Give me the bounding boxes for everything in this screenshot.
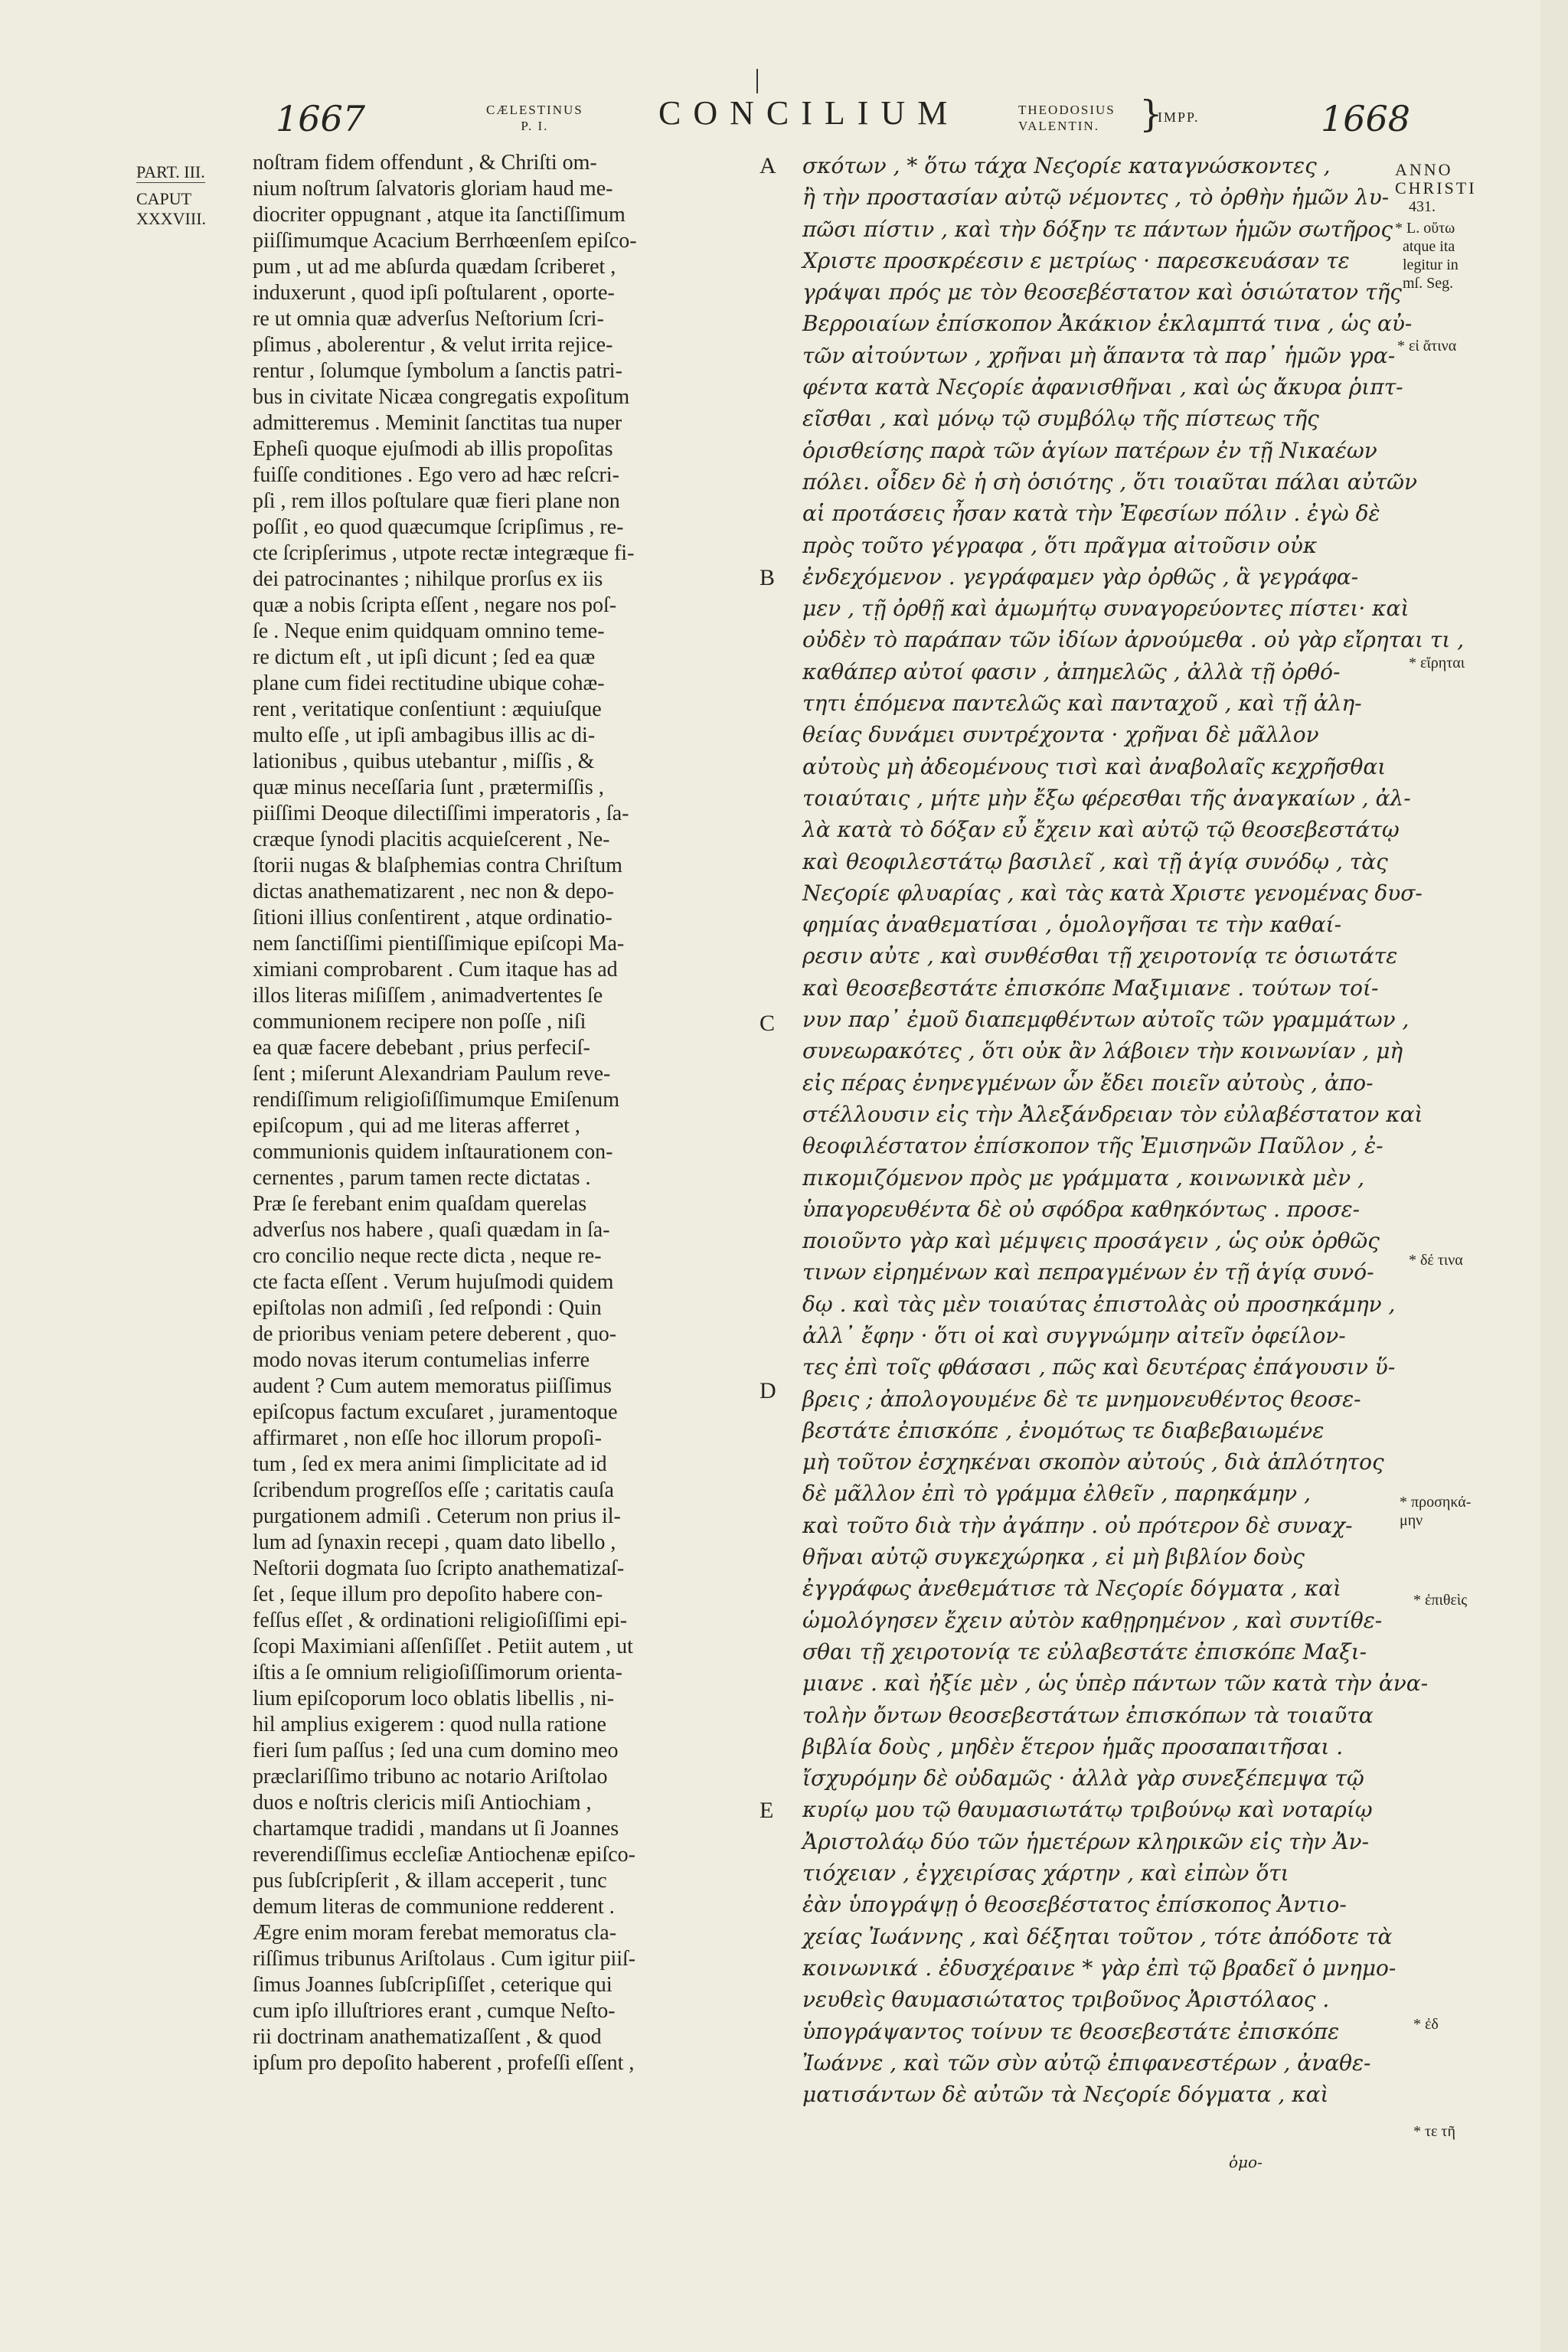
text-line: tum , ſed ex mera animi ſimplicitate ad id (253, 1452, 607, 1476)
text-line: σθαι τῇ χειροτονίᾳ τε εὐλαβεστάτε ἐπισκόπε Μαξι- (802, 1638, 1367, 1664)
text-line: re ut omnia quæ adverſus Neſtorium ſcri- (253, 307, 604, 331)
text-line: nium noſtrum ſalvatoris gloriam haud me- (253, 177, 613, 201)
text-line: πρὸς τοῦτο γέγραφα , ὅτι πρᾶγμα αἰτοῦσιν οὐκ (802, 532, 1318, 558)
text-line: piiſſimumque Acacium Berrhœenſem epiſco- (253, 229, 637, 253)
text-line: pſimus , abolerentur , & velut irrita rejice- (253, 333, 613, 357)
text-line: τητι ἑπόμενα παντελῶς καὶ πανταχοῦ , καὶ τῇ ἀλη- (802, 691, 1362, 717)
text-line: νυν παρ᾽ ἐμοῦ διαπεμφθέντων αὐτοῖς τῶν γραμμάτων , (802, 1007, 1410, 1033)
text-line: βεστάτε ἐπισκόπε , ἐνομότως τε διαβεβαιωμένε (802, 1417, 1325, 1443)
text-line: ſitioni illius conſentirent , atque ordinatio- (253, 906, 612, 929)
text-line: præclariſſimo tribuno ac notario Ariſtolao (253, 1765, 608, 1788)
brace-glyph: } (1139, 93, 1163, 136)
text-line: iſtis a ſe omnium religioſiſſimorum orienta- (253, 1661, 622, 1684)
text-line: Epheſi quoque ejuſmodi ab illis propoſitas (253, 437, 613, 461)
text-line: lium epiſcoporum loco oblatis libellis , ni- (253, 1687, 615, 1710)
margin-note-4: * δέ τινα (1409, 1252, 1463, 1269)
scan-edge (1540, 0, 1568, 2352)
text-line: poſſit , eo quod quæcumque ſcripſimus , re- (253, 515, 624, 539)
text-line: πόλει. οἶδεν δὲ ἡ σὴ ὁσιότης , ὅτι τοιαῦται πάλαι αὐτῶν (802, 469, 1418, 495)
text-line: πικομιζόμενον πρὸς με γράμματα , κοινωνικὰ μὲν , (802, 1165, 1365, 1191)
text-line: quæ minus neceſſaria ſunt , prætermiſſis , (253, 776, 604, 799)
margin-note-8: * τε τῆ (1413, 2123, 1455, 2140)
text-line: affirmaret , non eſſe hoc illorum propoſi- (253, 1426, 602, 1450)
text-line: reverendiſſimus eccleſiæ Antiochenæ epiſco- (253, 1843, 635, 1867)
text-line: piiſſimi Deoque dilectiſſimi imperatoris , ſa- (253, 802, 629, 825)
latin-column (253, 150, 727, 2076)
margin-anno-christi: ANNO CHRISTI 431. * L. οὕτω atque ita legitur in mſ. Seg. (1395, 160, 1477, 292)
text-line: στέλλουσιν εἰς τὴν Ἀλεξάνδρειαν τὸν εὐλαβέστατον καὶ (802, 1101, 1423, 1127)
text-line: communionis quidem inſtaurationem con- (253, 1140, 613, 1164)
text-line: ſe . Neque enim quidquam omnino teme- (253, 619, 605, 643)
text-line: βιβλία δοὺς , μηδὲν ἕτερον ἡμᾶς προσαπαιτῆσαι . (802, 1733, 1344, 1759)
text-line: τολὴν ὄντων θεοσεβεστάτων ἐπισκόπων τὰ τοιαῦτα (802, 1702, 1374, 1728)
text-line: adverſus nos habere , quaſi quædam in ſa- (253, 1218, 610, 1242)
text-line: δὲ μᾶλλον ἐπὶ τὸ γράμμα ἐλθεῖν , παρηκάμην , (802, 1481, 1311, 1507)
section-letter-b: B (760, 565, 776, 590)
margin-note-3: * εἴρηται (1409, 655, 1465, 671)
text-line: δῳ . καὶ τὰς μὲν τοιαύτας ἐπιστολὰς οὐ προσηκάμην , (802, 1291, 1396, 1317)
text-line: ὑπαγορευθέντα δὲ οὐ σφόδρα καθηκόντως . προσε- (802, 1196, 1361, 1222)
text-line: dei patrocinantes ; nihilque prorſus ex iis (253, 567, 603, 591)
text-line: dictas anathematizarent , nec non & depo- (253, 880, 614, 903)
text-line: ἐὰν ὑπογράψῃ ὁ θεοσεβέστατος ἐπίσκοπος Ἀντιο- (802, 1892, 1347, 1918)
text-line: cræque ſynodi placitis acquieſcerent , Ne- (253, 828, 610, 851)
text-line: epiſtolas non admiſi , ſed reſpondi : Quin (253, 1296, 602, 1320)
text-line: pus ſubſcripſerit , & illam acceperit , tunc (253, 1869, 607, 1893)
margin-note-2: * εἰ ἄτινα (1397, 338, 1457, 354)
text-line: rii doctrinam anathematizaſſent , & quod (253, 2025, 602, 2049)
text-line: cernentes , parum tamen recte dictatas . (253, 1166, 591, 1190)
text-line: ἴσχυρόμην δὲ οὐδαμῶς · ἀλλὰ γὰρ συνεξέπεμψα τῷ (802, 1766, 1364, 1792)
text-line: nem ſanctiſſimi pientiſſimique epiſcopi Ma- (253, 932, 625, 956)
running-head-title: CONCILIUM (658, 94, 960, 132)
text-line: γράψαι πρός με τὸν θεοσεβέστατον καὶ ὁσιώτατον τῆς (802, 279, 1402, 305)
text-line: μὴ τοῦτον ἐσχηκέναι σκοπὸν αὐτούς , διὰ ἁπλότητος (802, 1449, 1384, 1475)
text-line: αἱ προτάσεις ἦσαν κατὰ τὴν Ἐφεσίων πόλιν . ἐγὼ δὲ (802, 501, 1380, 527)
text-line: ſimus Joannes ſubſcripſiſſet , ceterique qui (253, 1973, 612, 1997)
text-line: induxerunt , quod ipſi poſtularent , oporte- (253, 281, 615, 305)
text-line: bus in civitate Nicæa congregatis expoſitum (253, 385, 630, 409)
text-line: τες ἐπὶ τοῖς φθάσασι , πῶς καὶ δευτέρας ἐπάγουσιν ὕ- (802, 1354, 1396, 1380)
text-line: cte facta eſſent . Verum hujuſmodi quidem (253, 1270, 614, 1294)
text-line: ximiani comprobarent . Cum itaque has ad (253, 958, 618, 982)
text-line: Νεϛορίε φλυαρίας , καὶ τὰς κατὰ Χριστε γενομένας δυσ- (802, 880, 1423, 906)
margin-note-7: * ἐδ (1413, 2016, 1439, 2033)
text-line: communionem recipere non poſſe , niſi (253, 1010, 586, 1034)
text-line: θῆναι αὐτῷ συγκεχώρηκα , εἰ μὴ βιβλίον δοὺς (802, 1544, 1305, 1570)
left-margin-note: PART. III. CAPUT XXXVIII. (136, 162, 207, 228)
text-line: καὶ θεοφιλεστάτῳ βασιλεῖ , καὶ τῇ ἁγίᾳ συνόδῳ , τὰς (802, 848, 1388, 874)
text-line: de prioribus veniam petere deberent , quo- (253, 1322, 617, 1346)
text-line: ὡμολόγησεν ἔχειν αὐτὸν καθῃρημένον , καὶ συντίθε- (802, 1607, 1383, 1633)
text-line: ἀλλ᾽ ἔφην · ὅτι οἱ καὶ συγγνώμην αἰτεῖν ὀφείλον- (802, 1322, 1346, 1348)
text-line: rendiſſimum religioſiſſimumque Emiſenum (253, 1088, 620, 1112)
text-line: Ἰωάννε , καὶ τῶν σὺν αὐτῷ ἐπιφανεστέρων , ἀναθε- (802, 2050, 1371, 2076)
text-line: fieri ſum paſſus ; ſed una cum domino meo (253, 1739, 619, 1762)
text-line: ἢ τὴν προστασίαν αὐτῷ νέμοντες , τὸ ὀρθὴν ἡμῶν λυ- (802, 185, 1390, 211)
gutter-mark (756, 69, 758, 93)
running-head-caelestinus: CÆLESTINUS P. I. (486, 103, 583, 133)
text-line: Χριστε προσκρέεσιν ε μετρίως · παρεσκευάσαν τε (802, 247, 1350, 273)
text-line: φημίας ἀναθεματίσαι , ὁμολογῆσαι τε τὴν καθαί- (802, 912, 1342, 938)
text-line: συνεωρακότες , ὅτι οὐκ ἂν λάβοιεν τὴν κοινωνίαν , μὴ (802, 1038, 1403, 1064)
text-line: κοινωνικά . ἐδυσχέραινε * γὰρ ἐπὶ τῷ βραδεῖ ὁ μνημο- (802, 1955, 1396, 1981)
text-line: Præ ſe ferebant enim quaſdam querelas (253, 1192, 587, 1216)
text-line: ſet , ſeque illum pro depoſito habere con- (253, 1583, 603, 1606)
text-line: rentur , ſolumque ſymbolum a ſanctis patri- (253, 359, 622, 383)
text-line: ὁρισθείσης παρὰ τῶν ἁγίων πατέρων ἐν τῇ Νικαέων (802, 437, 1377, 463)
text-line: σκότων , * ὅτω τάχα Νεϛορίε καταγνώσκοντες , (802, 153, 1331, 178)
text-line: lationibus , quibus utebantur , miſſis , & (253, 750, 595, 773)
section-letter-e: E (760, 1798, 774, 1823)
text-line: μεν , τῇ ὀρθῇ καὶ ἀμωμήτῳ συναγορεύοντες πίστει· καὶ (802, 596, 1410, 622)
running-head-theodosius: THEODOSIUS VALENTIN. (1018, 103, 1116, 133)
text-line: ἐνδεχόμενον . γεγράφαμεν γὰρ ὀρθῶς , ἃ γεγράφα- (802, 564, 1359, 590)
text-line: re dictum eſt , ut ipſi dicunt ; ſed ea quæ (253, 645, 596, 669)
catchword: ὁμο- (1229, 2153, 1263, 2171)
section-letter-d: D (760, 1378, 776, 1403)
text-line: pſi , rem illos poſtulare quæ fieri plane non (253, 489, 620, 513)
text-line: plane cum fidei rectitudine ubique cohæ- (253, 671, 605, 695)
text-line: cro concilio neque recte dicta , neque re- (253, 1244, 602, 1268)
text-line: noſtram fidem offendunt , & Chriſti om- (253, 151, 597, 175)
text-line: βρεις ; ἀπολογουμένε δὲ τε μνημονευθέντος θεοσε- (802, 1386, 1361, 1412)
text-line: νευθεὶς θαυμασιώτατος τριβοῦνος Ἀριστόλαος . (802, 1987, 1330, 2013)
text-line: Ægre enim moram ferebat memoratus cla- (253, 1921, 617, 1945)
text-line: diocriter oppugnant , atque ita ſanctiſſimum (253, 203, 626, 227)
text-line: ματισάντων δὲ αὐτῶν τὰ Νεϛορίε δόγματα , καὶ (802, 2082, 1329, 2108)
margin-note-6: * ἐπιθεὶς (1413, 1592, 1468, 1609)
text-line: hil amplius exigerem : quod nulla ratione (253, 1713, 606, 1736)
text-line: Βερροιαίων ἐπίσκοπον Ἀκάκιον ἐκλαμπτά τινα , ὡς αὐ- (802, 311, 1413, 337)
text-line: feſſus eſſet , & ordinationi religioſiſſimi epi- (253, 1609, 628, 1632)
text-line: καθάπερ αὐτοί φασιν , ἀπημελῶς , ἀλλὰ τῇ ὀρθό- (802, 658, 1341, 684)
text-line: admitteremus . Meminit ſanctitas tua nuper (253, 411, 622, 435)
text-line: illos literas miſiſſem , animadvertentes ſe (253, 984, 603, 1008)
text-line: τῶν αἰτούντων , χρῆναι μὴ ἅπαντα τὰ παρ᾽ ἡμῶν γρα- (802, 342, 1396, 368)
text-line: Neſtorii dogmata ſuo ſcripto anathematizaſ- (253, 1557, 625, 1580)
text-line: αὐτοὺς μὴ ἀδεομένους τισὶ καὶ ἀναβολαῖς κεχρῆσθαι (802, 753, 1387, 779)
text-line: cum ipſo illuſtriores erant , cumque Neſto- (253, 1999, 616, 2023)
text-line: riſſimus tribunus Ariſtolaus . Cum igitur piiſ- (253, 1947, 636, 1971)
text-line: τιόχειαν , ἐγχειρίσας χάρτην , καὶ εἰπὼν ὅτι (802, 1860, 1289, 1886)
text-line: οὐδὲν τὸ παράπαν τῶν ἰδίων ἀρνούμεθα . οὐ γὰρ εἴρηται τι , (802, 627, 1465, 653)
margin-note-5: * προσηκά- μην (1400, 1494, 1472, 1529)
page-number-right: 1668 (1321, 98, 1411, 139)
text-line: εἰς πέρας ἐνηνεγμένων ὧν ἔδει ποιεῖν αὐτοὺς , ἀπο- (802, 1070, 1374, 1096)
text-line: εῖσθαι , καὶ μόνῳ τῷ συμβόλῳ τῆς πίστεως τῆς (802, 406, 1319, 432)
text-line: demum literas de communione redderent . (253, 1895, 615, 1919)
text-line: κυρίῳ μου τῷ θαυμασιωτάτῳ τριβούνῳ καὶ νοταρίῳ (802, 1797, 1373, 1823)
text-line: φέντα κατὰ Νεϛορίε ἀφανισθῆναι , καὶ ὡς ἄκυρα ῥιπτ- (802, 374, 1403, 400)
text-line: fuiſſe conditiones . Ego vero ad hæc reſcri- (253, 463, 619, 487)
text-line: lum ad ſynaxin recepi , quam dato libello , (253, 1530, 616, 1554)
text-line: pum , ut ad me abſurda quædam ſcriberet , (253, 255, 616, 279)
text-line: ποιοῦντο γὰρ καὶ μέμψεις προσάγειν , ὡς οὐκ ὀρθῶς (802, 1228, 1380, 1254)
text-line: ipſum pro depoſito haberent , profeſſi eſſent , (253, 2051, 635, 2075)
text-line: ſent ; miſerunt Alexandriam Paulum reve- (253, 1062, 611, 1086)
section-letter-c: C (760, 1011, 776, 1036)
text-line: duos e noſtris clericis miſi Antiochiam , (253, 1791, 592, 1815)
running-head-impp: IMPP. (1158, 109, 1200, 125)
text-line: ea quæ facere debebant , prius perfeciſ- (253, 1036, 590, 1060)
text-line: ſcribendum progreſſos eſſe ; caritatis cauſa (253, 1478, 614, 1502)
text-line: ſcopi Maximiani aſſenſiſſet . Petiit autem , ut (253, 1635, 633, 1658)
section-letter-a: A (760, 153, 776, 178)
text-line: θεοφιλέστατον ἐπίσκοπον τῆς Ἐμισηνῶν Παῦλον , ἐ- (802, 1133, 1383, 1159)
text-line: epiſcopus factum excuſaret , juramentoque (253, 1400, 618, 1424)
text-line: τινων εἰρημένων καὶ πεπραγμένων ἐν τῇ ἁγίᾳ συνό- (802, 1259, 1374, 1285)
page-number-left: 1667 (276, 98, 366, 139)
text-line: cte ſcripſerimus , utpote rectæ integræque fi- (253, 541, 635, 565)
text-line: μιανε . καὶ ἠξίε μὲν , ὡς ὑπὲρ πάντων τῶν κατὰ τὴν ἀνα- (802, 1671, 1429, 1697)
text-line: θείας δυνάμει συντρέχοντα · χρῆναι δὲ μᾶλλον (802, 722, 1319, 748)
text-line: ſtorii nugas & blaſphemias contra Chriſtum (253, 854, 622, 877)
text-line: quæ a nobis ſcripta eſſent , negare nos poſ- (253, 593, 617, 617)
text-line: λὰ κατὰ τὸ δόξαν εὖ ἔχειν καὶ αὐτῷ τῷ θεοσεβεστάτῳ (802, 817, 1400, 843)
text-line: purgationem admiſi . Ceterum non prius il- (253, 1504, 621, 1528)
text-line: ἐγγράφως ἀνεθεμάτισε τὰ Νεϛορίε δόγματα , καὶ (802, 1576, 1341, 1602)
text-line: ρεσιν αὐτε , καὶ συνθέσθαι τῇ χειροτονίᾳ τε ὁσιωτάτε (802, 943, 1398, 969)
text-line: καὶ θεοσεβεστάτε ἐπισκόπε Μαξιμιανε . τούτων τοί- (802, 975, 1379, 1001)
text-line: πῶσι πίστιν , καὶ τὴν δόξην τε πάντων ἡμῶν σωτῆρος (802, 216, 1393, 242)
text-line: καὶ τοῦτο διὰ τὴν ἀγάπην . οὐ πρότερον δὲ συναχ- (802, 1512, 1353, 1538)
text-line: audent ? Cum autem memoratus piiſſimus (253, 1374, 612, 1398)
text-line: epiſcopum , qui ad me literas afferret , (253, 1114, 580, 1138)
text-line: rent , veritatique conſentiunt : æquiuſque (253, 697, 602, 721)
text-line: modo novas iterum contumelias inferre (253, 1348, 590, 1372)
text-line: chartamque tradidi , mandans ut ſi Joannes (253, 1817, 619, 1841)
text-line: Ἀριστολάῳ δύο τῶν ἡμετέρων κληρικῶν εἰς τὴν Ἀν- (802, 1828, 1370, 1854)
text-line: τοιαύταις , μήτε μὴν ἔξω φέρεσθαι τῆς ἀναγκαίων , ἀλ- (802, 785, 1411, 811)
text-line: multo eſſe , ut ipſi ambagibus illis ac di- (253, 724, 596, 747)
text-line: ὑπογράψαντος τοίνυν τε θεοσεβεστάτε ἐπισκόπε (802, 2018, 1340, 2044)
text-line: χείας Ἰωάννης , καὶ δέξηται τοῦτον , τότε ἀπόδοτε τὰ (802, 1923, 1393, 1949)
